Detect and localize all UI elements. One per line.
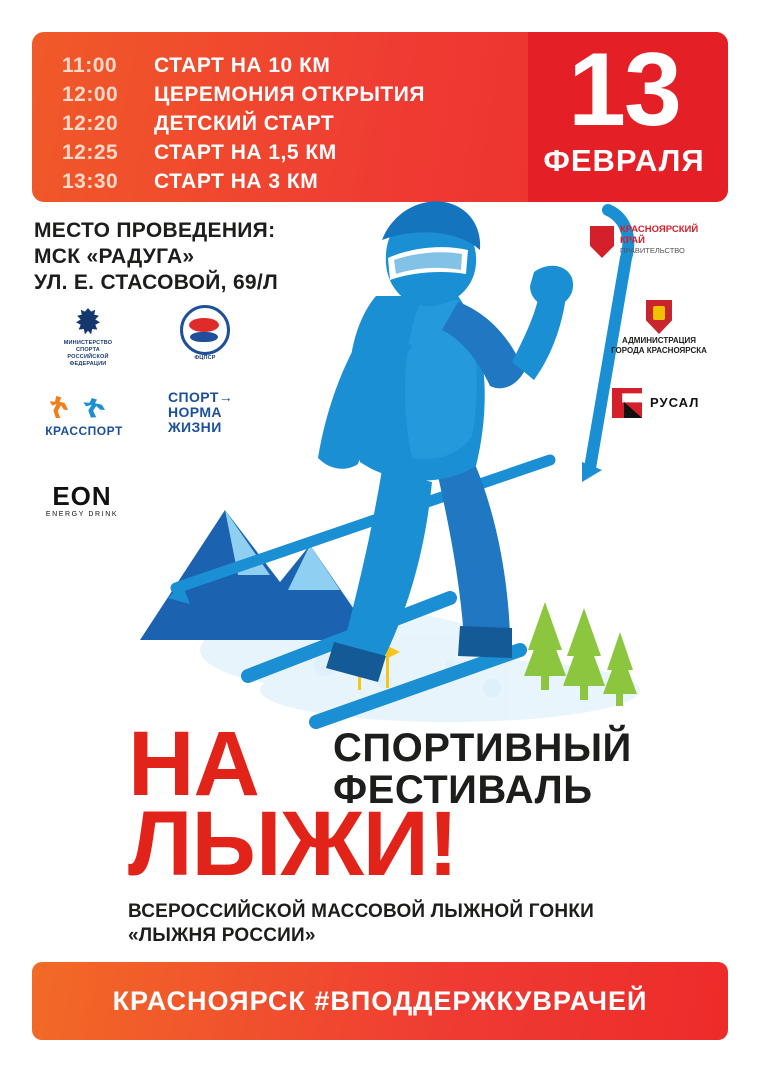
schedule-row [62, 54, 522, 80]
schedule-time: 12:20 [62, 112, 119, 135]
logo-sport-norma-zhizni [168, 390, 278, 435]
schedule-label: СТАРТ НА 10 КМ [154, 54, 331, 77]
schedule-time: 13:30 [62, 170, 119, 193]
logo-krassport [36, 396, 132, 438]
logo-rusal-label: РУСАЛ [650, 395, 700, 410]
schedule-label: СТАРТ НА 3 КМ [154, 170, 319, 193]
logo-sportnorma-line-1: СПОРТ→ [168, 389, 234, 405]
schedule-label: ДЕТСКИЙ СТАРТ [154, 112, 335, 135]
logo-minsport-russia [52, 308, 124, 368]
logo-krasnoyarsk-krai-government [590, 224, 720, 256]
krai-shield-icon [590, 226, 614, 258]
logo-eon-subtitle: ENERGY DRINK [45, 511, 119, 518]
schedule-time: 12:25 [62, 141, 119, 164]
footer-hashtag-text: КРАСНОЯРСК #ВПОДДЕРЖКУВРАЧЕЙ [112, 986, 648, 1016]
venue-line-3: УЛ. Е. СТАСОВОЙ, 69/Л [34, 271, 279, 294]
fcpsr-emblem-icon [180, 305, 230, 355]
logo-sportnorma-line-2: НОРМА [168, 404, 222, 420]
schedule-label: ЦЕРЕМОНИЯ ОТКРЫТИЯ [154, 83, 425, 106]
headline-red-line-1: НА [128, 713, 259, 815]
headline-block [0, 700, 760, 950]
event-date-day: 13 [568, 32, 680, 148]
logo-admin-line-1: АДМИНИСТРАЦИЯ [622, 336, 696, 345]
logo-krai-line-3: ПРАВИТЕЛЬСТВО [620, 246, 685, 255]
headline-black-line-1: СПОРТИВНЫЙ [333, 726, 632, 770]
logo-fcpsr-label: ФЦПСР [194, 355, 216, 361]
krassport-athletes-icon [39, 396, 129, 422]
venue-line-1: МЕСТО ПРОВЕДЕНИЯ: [34, 219, 276, 242]
logo-city-administration [604, 300, 714, 356]
double-eagle-icon [75, 308, 101, 338]
logo-fcpsr [170, 305, 240, 362]
logo-minsport-line-2: РОССИЙСКОЙ ФЕДЕРАЦИИ [67, 354, 109, 367]
event-date-month: ФЕВРАЛЯ [543, 143, 705, 178]
logo-krai-line-1: КРАСНОЯРСКИЙ [620, 224, 699, 235]
logo-krai-text [620, 224, 720, 256]
headline-subtitle-line-2: «ЛЫЖНЯ РОССИИ» [128, 925, 316, 946]
logo-eon-wordmark: EON [52, 481, 112, 511]
logo-krassport-label: КРАССПОРТ [45, 424, 123, 438]
logo-eon-energy-drink [42, 482, 122, 518]
headline-red-line-2: ЛЫЖИ! [128, 793, 458, 895]
headline-black-line-2: ФЕСТИВАЛЬ [333, 768, 593, 812]
city-coat-of-arms-icon [646, 300, 672, 334]
logo-rusal [612, 388, 722, 418]
logo-krai-line-2: КРАЙ [620, 235, 645, 246]
logo-sportnorma-line-3: ЖИЗНИ [168, 419, 222, 435]
venue-line-2: МСК «РАДУГА» [34, 245, 195, 268]
schedule-label: СТАРТ НА 1,5 КМ [154, 141, 337, 164]
logo-admin-line-2: ГОРОДА КРАСНОЯРСКА [611, 346, 707, 355]
schedule-time: 12:00 [62, 83, 119, 106]
headline-subtitle-line-1: ВСЕРОССИЙСКОЙ МАССОВОЙ ЛЫЖНОЙ ГОНКИ [128, 901, 594, 922]
logo-minsport-line-1: МИНИСТЕРСТВО СПОРТА [63, 340, 113, 353]
footer-banner [32, 962, 728, 1040]
schedule-time: 11:00 [62, 54, 118, 77]
